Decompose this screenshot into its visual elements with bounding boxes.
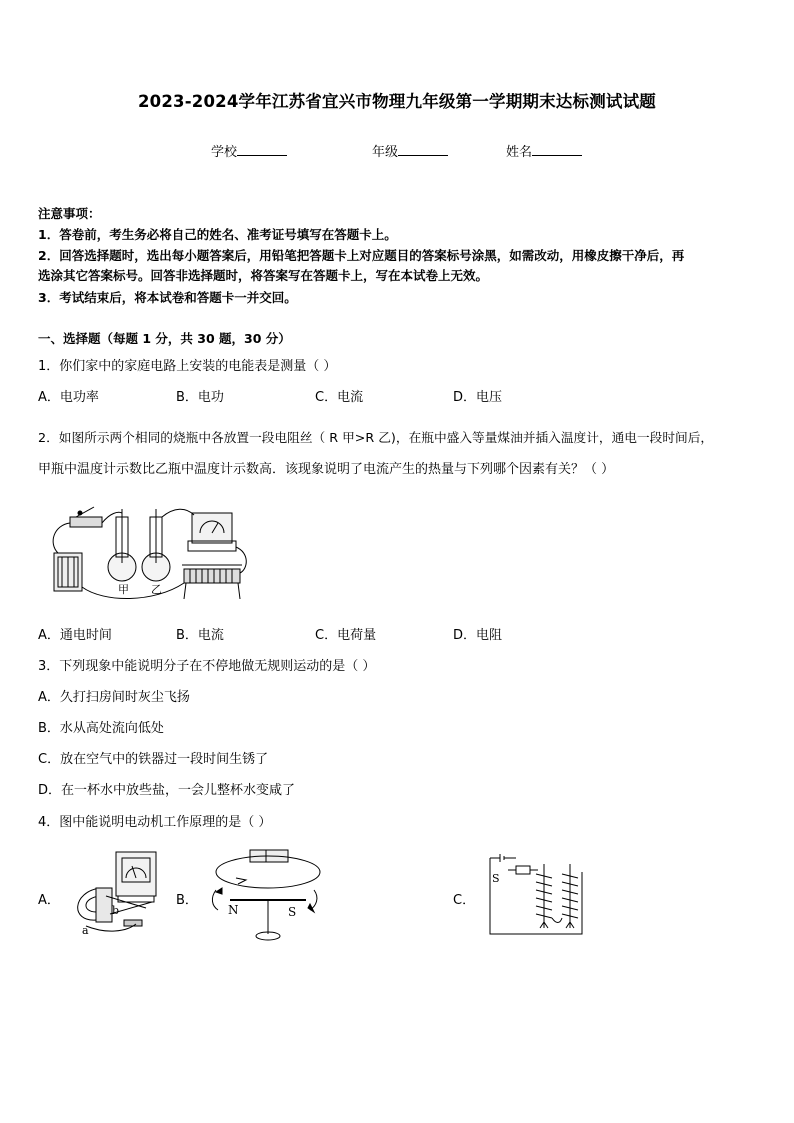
question-2-stem-line2: 甲瓶中温度计示数比乙瓶中温度计示数高．该现象说明了电流产生的热量与下列哪个因素有关？（ ） bbox=[38, 462, 615, 477]
school-blank bbox=[237, 143, 287, 156]
q4-figure-c bbox=[486, 852, 586, 936]
q4-figure-b bbox=[206, 846, 322, 944]
q4-figure-c-label-s: S bbox=[492, 872, 500, 885]
q4-figure-b-label-n: N bbox=[228, 903, 239, 917]
grade-blank bbox=[398, 143, 448, 156]
q2-option-c: C．电荷量 bbox=[315, 628, 377, 643]
note-item-2: 2．回答选择题时，选出每小题答案后，用铅笔把答题卡上对应题目的答案标号涂黑，如需改动，用橡皮擦干净后，再 bbox=[38, 248, 685, 263]
question-1-stem: 1．你们家中的家庭电路上安装的电能表是测量（ ） bbox=[38, 359, 337, 374]
q4-figure-a bbox=[66, 848, 162, 936]
q2-circuit-figure bbox=[44, 503, 254, 605]
q4-option-a: A． bbox=[38, 893, 60, 908]
q3-option-c: C．放在空气中的铁器过一段时间生锈了 bbox=[38, 752, 269, 767]
q2-option-a: A．通电时间 bbox=[38, 628, 112, 643]
question-3-stem: 3．下列现象中能说明分子在不停地做无规则运动的是（ ） bbox=[38, 659, 376, 674]
q4-figure-b-label-s: S bbox=[288, 905, 297, 919]
q4-option-c: C． bbox=[453, 893, 476, 908]
page-title: 2023-2024学年江苏省宜兴市物理九年级第一学期期末达标测试试题 bbox=[138, 92, 656, 111]
section-heading: 一、选择题（每题 1 分，共 30 题，30 分） bbox=[38, 331, 291, 346]
grade-field bbox=[372, 141, 448, 160]
q3-option-d: D．在一杯水中放些盐，一会儿整杯水变咸了 bbox=[38, 783, 296, 798]
q2-option-d: D．电阻 bbox=[453, 628, 503, 643]
note-item-3: 3．考试结束后，将本试卷和答题卡一并交回。 bbox=[38, 290, 297, 305]
q1-option-c: C．电流 bbox=[315, 390, 364, 405]
q4-option-b: B． bbox=[176, 893, 198, 908]
q4-figure-a-label-b: b bbox=[112, 904, 120, 917]
question-4-stem: 4．图中能说明电动机工作原理的是（ ） bbox=[38, 815, 272, 830]
note-item-2-cont: 选涂其它答案标号。回答非选择题时，将答案写在答题卡上，写在本试卷上无效。 bbox=[38, 268, 489, 283]
note-item-1: 1．答卷前，考生务必将自己的姓名、准考证号填写在答题卡上。 bbox=[38, 227, 397, 242]
q1-option-b: B．电功 bbox=[176, 390, 224, 405]
q4-figure-a-label-a: a bbox=[82, 924, 89, 936]
q2-option-b: B．电流 bbox=[176, 628, 224, 643]
school-field bbox=[211, 141, 287, 160]
q1-option-a: A．电功率 bbox=[38, 390, 99, 405]
q3-option-b: B．水从高处流向低处 bbox=[38, 721, 164, 736]
question-2-stem-line1: 2．如图所示两个相同的烧瓶中各放置一段电阻丝（ R 甲>R 乙)，在瓶中盛入等量煤油并插入温度计，通电一段时间后， bbox=[38, 430, 714, 445]
grade-label: 年级 bbox=[372, 145, 399, 160]
name-label: 姓名 bbox=[506, 145, 533, 160]
q3-option-a: A．久打扫房间时灰尘飞扬 bbox=[38, 690, 190, 705]
school-label: 学校 bbox=[211, 145, 238, 160]
q2-figure-label-yi: 乙 bbox=[151, 583, 162, 596]
name-blank bbox=[532, 143, 582, 156]
name-field bbox=[506, 141, 582, 160]
q1-option-d: D．电压 bbox=[453, 390, 503, 405]
q2-figure-label-jia: 甲 bbox=[118, 583, 129, 596]
notes-heading: 注意事项： bbox=[38, 206, 101, 221]
